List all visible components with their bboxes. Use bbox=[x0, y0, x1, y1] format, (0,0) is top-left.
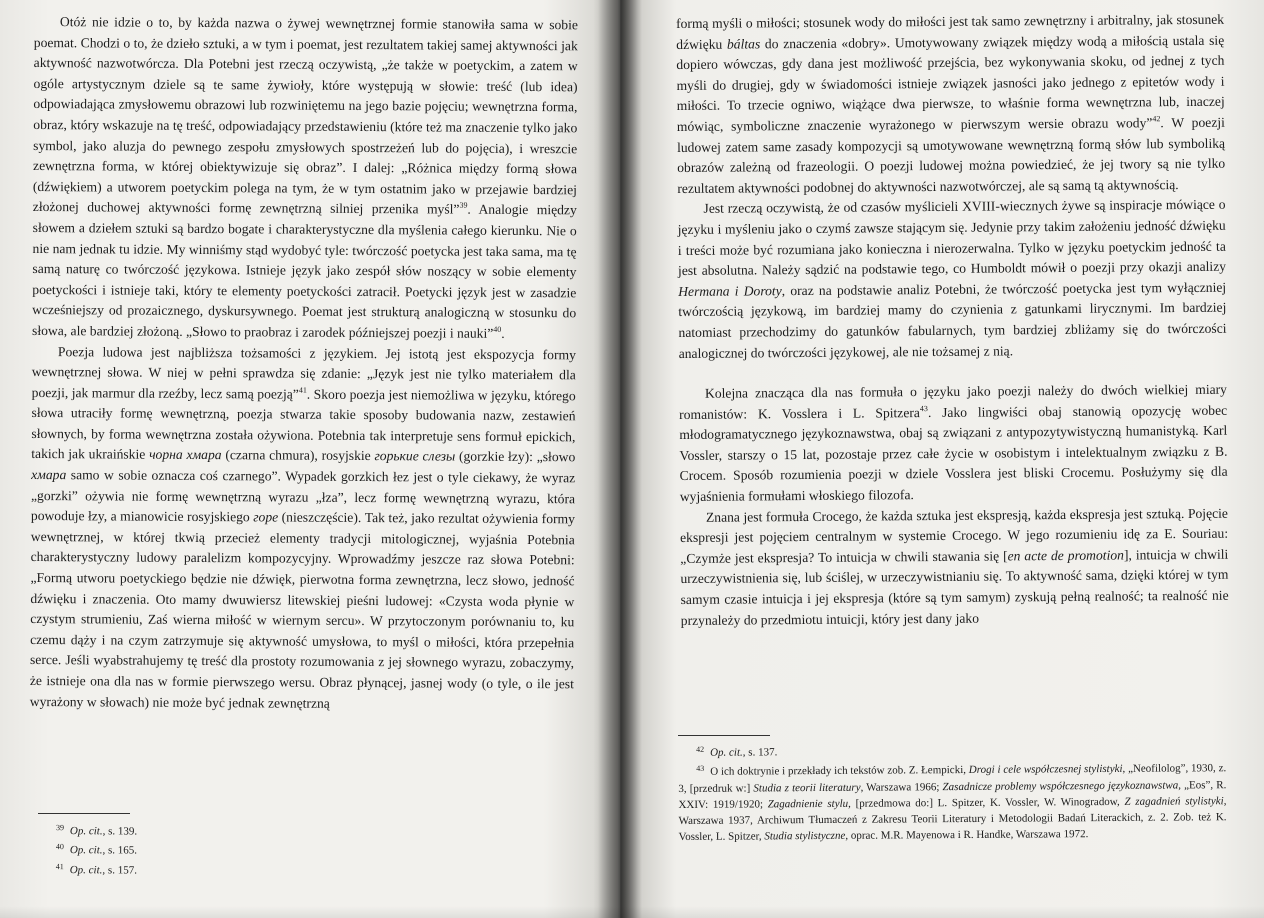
paragraph: Otóż nie idzie o to, by każda nazwa o żywej wewnętrznej formie stanowiła sama w sobie poemat. Chodzi o to, że dzieło sztuki, a w tym i poemat, jest rezultatem takiej samej aktywności jak aktywność nazwotwórcza. Dla Potebni jest rzeczą oczywistą, „że także w poetyckim, a zatem w ogóle artystycznym dziele są te same żywioły, które występują w słowie: treść (lub idea) odpowiadająca zmysłowemu obrazowi lub rozwiniętemu na jego bazie pojęciu; wewnętrzna forma, obraz, który wskazuje na tę treść, odpowiadający przedstawieniu (które też ma znaczenie tylko jako symbol, jako aluzja do pewnego zespołu zmysłowych spostrzeżeń lub do pojęcia), i wreszcie zewnętrzna forma, w której obiektywizuje się obraz”. I dalej: „Różnica między formą słowa (dźwiękiem) a utworem poetyckim polega na tym, że w tym ostatnim jako w przejawie bardziej złożonej duchowej aktywności formę zewnętrzną silniej przenika myśl”$^{39}$. Analogie między słowem a dziełem sztuki są bardzo bogate i charakterystyczne dla myślenia całego kierunku. Nie o nie nam jednak tu idzie. My winniśmy stąd wydobyć tyle: twórczość poetycka jest taka sama, ma tę samą naturę co twórczość językowa. Istnieje język jako zespół słów noszący w sobie elementy poetyckości i istnieje taki, który te elementy poetyckości zatracił. Poetycki język jest w zasadzie wcześniejszy od prozaicznego, dyskursywnego. Poemat jest strukturą analogiczną w stosunku do słowa, ale bardziej złożoną. „Słowo to praobraz i zarodek późniejszej poezji i nauki”$^{40}$. bbox=[32, 14, 578, 341]
paragraph: Jest rzeczą oczywistą, że od czasów myślicieli XVIII-wiecznych żywe są inspiracje mówiące o języku i myśleniu jako o czymś zawsze stającym się. Jedynie przy takim założeniu jedność dźwięku i treści może być rozumiana jako konieczna i nierozerwalna. Tylko w języku poetyckim jedność ta jest absolutna. Należy sądzić na podstawie tego, co Humboldt mówił o poezji przy okazji analizy Hermana i Doroty, oraz na podstawie analiz Potebni, że twórczość poetycka jest tym wyłączniej twórczością językową, im bardziej mamy do czynienia z gatunkami lirycznymi. Im bardziej natomiast przechodzimy do gatunków fabularnych, tym bardziej zbliżamy się do twórczości analogicznej do twórczości językowej, ale nie tożsamej z nią. bbox=[677, 197, 1227, 361]
footnote-text: O ich doktrynie i przekłady ich tekstów zob. Z. Łempicki, Drogi i cele współczesnej stylistyki, „Neofilolog”, 1930, z. 3, [przedruk w:] Studia z teorii literatury, Warszawa 1966; Zasadnicze problemy współczesnego językoznawstwa, „Eos”, R. XXIV: 1919/1920; Zagadnienie stylu, [przedmowa do:] L. Spitzer, K. Vossler, W. Winogradow, Z zagadnień stylistyki, Warszawa 1937, Archiwum Tłumaczeń z Zakresu Teorii Literatury i Metodologii Badań Literackich, z. 2. Zob. też K. Vossler, L. Spitzer, Studia stylistyczne, oprac. M.R. Mayenowa i R. Handke, Warszawa 1972. bbox=[678, 762, 1227, 844]
left-page bbox=[0, 0, 618, 918]
footnote-text: Op. cit., s. 139. bbox=[69, 825, 138, 838]
left-page-body bbox=[30, 12, 578, 715]
left-footnotes bbox=[38, 820, 338, 879]
right-page-body bbox=[676, 10, 1229, 632]
footnote bbox=[38, 859, 338, 880]
footnote bbox=[38, 839, 338, 860]
right-page bbox=[618, 0, 1264, 918]
paragraph: formą myśli o miłości; stosunek wody do miłości jest tak samo zewnętrzny i arbitralny, jak stosunek dźwięku báltas do znaczenia «dobry». Umotywowany związek między wodą a miłością ustala się dopiero wówczas, gdy dana jest możliwość przejścia, bez wykonywania skoku, od jednej z tych myśli do drugiej, gdy w świadomości istnieje związek jasności jako jednego z epitetów wody i miłości. To trzecie ogniwo, wiążące dwa pierwsze, to właśnie forma wewnętrzna lub, inaczej mówiąc, symboliczne znaczenie wyrażonego w pierwszym wersie obrazu wody”$^{42}$. W poezji ludowej zatem same zasady kompozycji są umotywowane wewnętrzną formą słów lub symboliką obrazów zależną od frazeologii. O poezji ludowej można powiedzieć, że jej twory są nie tylko rezultatem aktywności podobnej do aktywności nazwotwórczej, ale są samą tą aktywnością. bbox=[676, 11, 1226, 196]
footnote-rule bbox=[678, 735, 770, 736]
page-edge-shadow bbox=[0, 906, 1264, 918]
footnote bbox=[678, 757, 1227, 845]
right-footnotes bbox=[678, 738, 1227, 846]
footnote-number: 43 bbox=[696, 764, 705, 774]
book-gutter bbox=[598, 0, 642, 918]
footnote-text: Op. cit., s. 165. bbox=[69, 844, 138, 857]
footnote-number: 39 bbox=[55, 823, 64, 833]
footnote-number: 40 bbox=[55, 842, 64, 852]
footnote-number: 42 bbox=[696, 744, 705, 754]
paragraph: Znana jest formuła Crocego, że każda sztuka jest ekspresją, każda ekspresja jest sztuką. Pojęcie ekspresji jest pojęciem centralnym w systemie Crocego. W jego rozumieniu idę za E. Souriau: „Czymże jest ekspresja? To intuicja w chwili stawania się [en acte de promotion], intuicja w chwili urzeczywistnienia się, lub ściślej, w urzeczywistnianiu się. To aktywność sama, dzięki której w tym samym czasie intuicja i jej ekspresja (które są tym samym) zyskują pełną realność; ta realność nie przynależy do przedmiotu intuicji, który jest dany jako bbox=[680, 505, 1229, 628]
footnote-text: Op. cit., s. 157. bbox=[69, 863, 138, 877]
paragraph: Kolejna znacząca dla nas formuła o języku jako poezji należy do dwóch wielkiej miary romanistów: K. Vosslera i L. Spitzera$^{43}$. Jako lingwiści obaj stanowią opozycję wobec młodogramatycznego językoznawstwa, obaj są związani z antypozytywistyczną humanistyką. Karl Vossler, starszy o 15 lat, pozostaje przez całe życie w osobistym i intelektualnym związku z B. Crocem. Sposób rozumienia poezji w dziele Vosslera jest bliski Crocemu. Posłużymy się dla wyjaśnienia formułami włoskiego filozofa. bbox=[679, 381, 1228, 505]
footnote-rule bbox=[38, 813, 130, 814]
footnote-number: 41 bbox=[55, 861, 64, 871]
footnote bbox=[38, 820, 338, 841]
paragraph: Poezja ludowa jest najbliższa tożsamości z językiem. Jej istotą jest ekspozycja formy wewnętrznej słowa. W niej w pełni sprawdza się zdanie: „Język jest nie tylko materiałem dla poezji, jak marmur dla rzeźby, lecz samą poezją”$^{41}$. Skoro poezja jest niemożliwa w języku, którego słowa utraciły formę wewnętrzną, poezja stwarza takie sposoby budowania nazw, zestawień słownych, by forma wewnętrzna została ożywiona. Potebnia tak interpretuje sens formuł epickich, takich jak ukraińskie чорна хмара (czarna chmura), rosyjskie горькие слезы (gorzkie łzy): „słowo хмара samo w sobie oznacza coś czarnego”. Wypadek gorzkich łez jest o tyle ciekawy, że wyraz „gorzki” ożywia nie formę wewnętrzną wyrazu „łza”, lecz formę wewnętrzną wyrazu, która powoduje łzy, a mianowicie rosyjskiego горе (nieszczęście). Tak też, jako rezultat ożywienia formy wewnętrznej, w której tkwią przecież elementy tradycji mitologicznej, wyjaśnia Potebnia charakterystyczny ludowy paralelizm kompozycyjny. Wprowadźmy jeszcze raz słowa Potebni: „Formą utworu poetyckiego będzie nie dźwięk, pierwotna forma zewnętrzna, lecz słowo, jedność dźwięku i znaczenia. Oto mamy dwuwiersz litewskiej pieśni ludowej: «Czysta woda płynie w czystym strumieniu, Zaś wierna miłość w wiernym sercu». W przytoczonym porównaniu to, ku czemu dąży i na czym zatrzymuje się aktywność umysłowa, to myśl o miłości, która przepełnia serce. Jeśli wyabstrahujemy tę treść dla prostoty rozumowania z jej słownego wyrazu, zobaczymy, że istnieje ona dla nas w formie pierwszego wersu. Obraz płynącej, jasnej wody (o tyle, o ile jest wyrażony w słowach) nie może być jednak zewnętrzną bbox=[29, 343, 576, 711]
footnote-text: Op. cit., s. 137. bbox=[710, 746, 778, 759]
